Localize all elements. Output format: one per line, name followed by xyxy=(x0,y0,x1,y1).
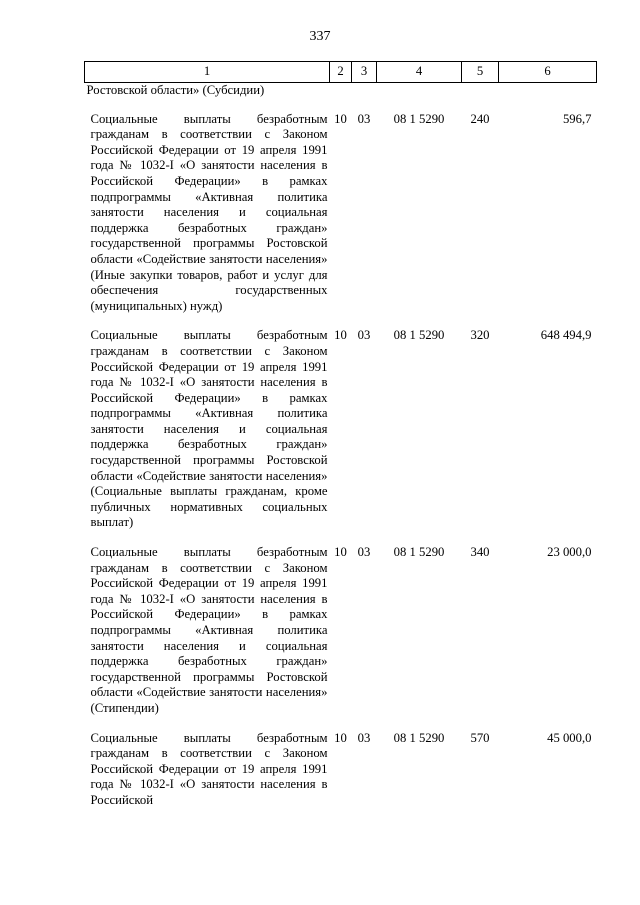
table-header xyxy=(85,62,597,83)
row-name: Социальные выплаты безработным гражданам в соответствии с Законом Российской Федерации от 19 апреля 1991 года № 1032-I «О занятости населения в Российской xyxy=(90,730,328,807)
row-amount: 648 494,9 xyxy=(540,328,592,343)
row-pr: 03 xyxy=(357,545,371,560)
row-rz: 10 xyxy=(334,730,347,745)
row-pr: 03 xyxy=(357,111,371,126)
row-pr: 03 xyxy=(357,328,371,343)
table-row xyxy=(85,541,597,727)
row-pr: 03 xyxy=(357,730,371,745)
row-name: Социальные выплаты безработным гражданам в соответствии с Законом Российской Федерации от 19 апреля 1991 года № 1032-I «О занятости населения в Российской Федерации» в рамках подпрограммы «Активная политика занятости населения и социальная поддержка безработных граждан» государственной программы Ростовской области «Содействие занятости населения» (Иные закупки товаров, работ и услуг для обеспечения государственных (муниципальных) нужд) xyxy=(90,111,328,313)
row-rz: 10 xyxy=(334,328,347,343)
table-row xyxy=(85,108,597,325)
continuation-text: Ростовской области» (Субсидии) xyxy=(86,83,265,97)
row-vr: 570 xyxy=(470,730,490,745)
header-row xyxy=(85,62,597,83)
table-row xyxy=(85,727,597,819)
row-amount: 596,7 xyxy=(562,111,592,126)
row-name: Социальные выплаты безработным гражданам в соответствии с Законом Российской Федерации от 19 апреля 1991 года № 1032-I «О занятости населения в Российской Федерации» в рамках подпрограммы «Активная политика занятости населения и социальная поддержка безработных граждан» государственной программы Ростовской области «Содействие занятости населения» (Социальные выплаты гражданам, кроме публичных нормативных социальных выплат) xyxy=(90,328,328,530)
header-col-6: 6 xyxy=(499,62,597,83)
row-rz: 10 xyxy=(334,545,347,560)
budget-table xyxy=(84,61,597,819)
row-csr: 08 1 5290 xyxy=(393,545,445,560)
row-csr: 08 1 5290 xyxy=(393,111,445,126)
table-row xyxy=(85,324,597,541)
header-col-4: 4 xyxy=(377,62,462,83)
row-vr: 320 xyxy=(470,328,490,343)
continuation-row xyxy=(85,83,597,108)
row-vr: 240 xyxy=(470,111,490,126)
row-csr: 08 1 5290 xyxy=(393,328,445,343)
page-number: 337 xyxy=(309,29,331,44)
row-amount: 23 000,0 xyxy=(547,545,592,560)
row-name: Социальные выплаты безработным гражданам в соответствии с Законом Российской Федерации от 19 апреля 1991 года № 1032-I «О занятости населения в Российской Федерации» в рамках подпрограммы «Активная политика занятости населения и социальная поддержка безработных граждан» государственной программы Ростовской области «Содействие занятости населения» (Стипендии) xyxy=(90,545,328,715)
row-amount: 45 000,0 xyxy=(547,730,592,745)
header-col-5: 5 xyxy=(462,62,499,83)
header-col-2: 2 xyxy=(330,62,352,83)
row-vr: 340 xyxy=(470,545,490,560)
header-col-3: 3 xyxy=(352,62,377,83)
row-rz: 10 xyxy=(334,111,347,126)
row-csr: 08 1 5290 xyxy=(393,730,445,745)
header-col-1: 1 xyxy=(85,62,330,83)
